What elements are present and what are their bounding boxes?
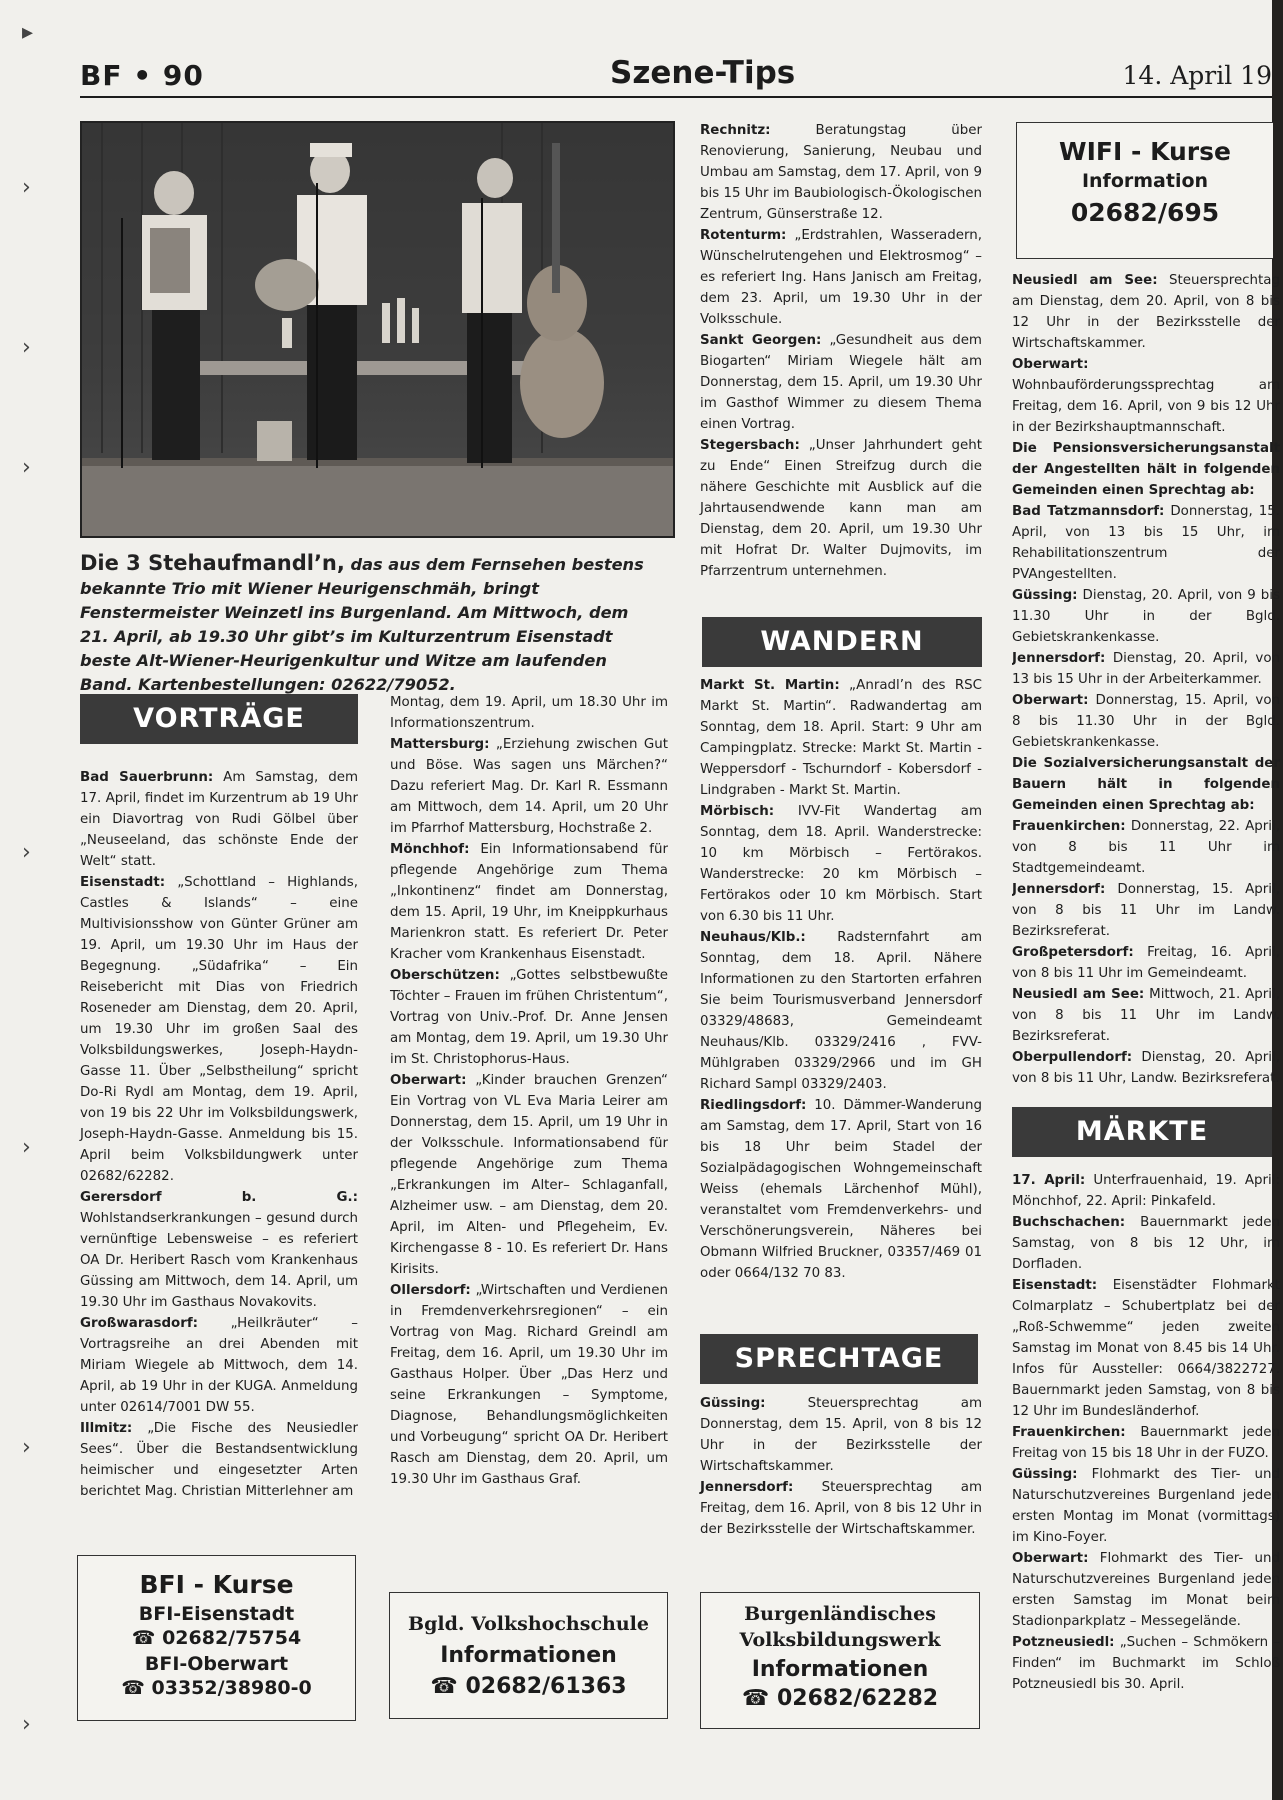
list-item: Bad Sauerbrunn: Am Samstag, dem 17. April, findet im Kurzentrum ab 19 Uhr ein Diavortrag von Rudi Gölbel über „Neuseeland, das schönste Ende der Welt“ statt. bbox=[80, 770, 358, 869]
bfi-phone-1: ☎ 02682/75754 bbox=[131, 1627, 302, 1649]
list-item: Oberschützen: „Gottes selbstbewußte Töchter – Frauen im frühen Christentum“, Vortrag von Univ.-Prof. Dr. Anne Jensen am Montag, dem 19. April, um 19.30 Uhr im St. Christophorus-Haus. bbox=[390, 968, 668, 1067]
list-item: Oberwart: „Kinder brauchen Grenzen“ Ein Vortrag von VL Eva Maria Leirer am Donnerstag, dem 15. April, um 19 Uhr in der Volksschule. Informationsabend für pflegende Angehörige zum Thema „Erkrankungen im Alter– Schlaganfall, Alzheimer usw. – am Dienstag, dem 20. April, im Alten- und Pflegeheim, Ev. Kirchengasse 8 - 10. Es referiert Dr. Hans Kirisits. bbox=[390, 1073, 668, 1277]
column-wandern bbox=[700, 675, 982, 1284]
caption-body: das aus dem Fernsehen bestens bekannte Trio mit Wiener Heurigenschmäh, bringt Fenstermeister Weinzetl ins Burgenland. Am Mittwoch, dem 21. April, ab 19.30 Uhr gibt’s im Kulturzentrum Eisenstadt beste Alt-Wiener-Heurigenkultur und Witze am laufenden Band. Kartenbestellungen: 02622/79052. bbox=[80, 555, 644, 694]
list-item: Güssing: Steuersprechtag am Donnerstag, dem 15. April, von 8 bis 12 Uhr in der Bezirksstelle der Wirtschaftskammer. bbox=[700, 1396, 982, 1474]
banner-sprechtage: SPRECHTAGE bbox=[700, 1334, 978, 1384]
caption-headline: Die 3 Stehaufmandl’n, bbox=[80, 551, 345, 575]
vbw-subtitle: Informationen bbox=[751, 1657, 929, 1682]
list-item: Güssing: Flohmarkt des Tier- und Naturschutzvereines Burgenland jeden ersten Montag im Monat (vormittags) im Kino-Foyer. bbox=[1012, 1467, 1280, 1545]
wifi-phone: 02682/695 bbox=[1070, 198, 1220, 227]
list-item: Rechnitz: Beratungstag über Renovierung, Sanierung, Neubau und Umbau am Samstag, dem 17. April, von 9 bis 15 Uhr im Baubiologisch-Ökologischen Zentrum, Günserstraße 12. bbox=[700, 123, 982, 222]
bfi-title: BFI - Kurse bbox=[139, 1570, 294, 1599]
list-item: Stegersbach: „Unser Jahrhundert geht zu Ende“ Einen Streifzug durch die nähere Geschichte mit Ausblick auf die Jahrtausendwende kann man am Dienstag, dem 20. April, um 19.30 Uhr mit Hofrat Dr. Walter Dujmovits, im Pfarrzentrum unternehmen. bbox=[700, 438, 982, 579]
list-item: Frauenkirchen: Donnerstag, 22. April, von 8 bis 11 Uhr im Stadtgemeindeamt. bbox=[1012, 819, 1280, 876]
wifi-title: WIFI - Kurse bbox=[1059, 137, 1231, 166]
margin-mark: › bbox=[22, 175, 31, 200]
column-sprechtage bbox=[700, 1393, 982, 1540]
list-item: Neuhaus/Klb.: Radsternfahrt am Sonntag, dem 18. April. Nähere Informationen zu den Startorten erfahren Sie beim Tourismusverband Jennersdorf 03329/48683, Gemeindeamt Neuhaus/Klb. 03329/2416 , FVV-Mühlgraben 03329/2966 und im GH Richard Sampl 03329/2403. bbox=[700, 930, 982, 1092]
list-item: Potzneusiedl: „Suchen – Schmökern – Finden“ im Buchmarkt im Schloß Potzneusiedl bis 30. April. bbox=[1012, 1635, 1280, 1692]
banner-wandern: WANDERN bbox=[702, 617, 982, 667]
wifi-subtitle: Information bbox=[1081, 170, 1209, 192]
list-item: Oberwart: Wohnbauförderungssprechtag am Freitag, dem 16. April, von 9 bis 12 Uhr in der Bezirkshauptmannschaft. bbox=[1012, 357, 1280, 435]
banner-maerkte: MÄRKTE bbox=[1012, 1107, 1272, 1157]
vhs-phone: ☎ 02682/61363 bbox=[430, 1674, 627, 1699]
margin-mark: › bbox=[22, 335, 31, 360]
list-item: Rotenturm: „Erdstrahlen, Wasseradern, Wünschelrutengehen und Elektrosmog“ – es referiert Ing. Hans Janisch am Freitag, dem 23. April, um 19.30 Uhr in der Volksschule. bbox=[700, 228, 982, 327]
column-sprechtage-cont bbox=[1012, 270, 1280, 1090]
section-title: Szene-Tips bbox=[610, 55, 796, 91]
list-item: Großwarasdorf: „Heilkräuter“ – Vortragsreihe an drei Abenden mit Miriam Wiegele ab Mittwoch, dem 14. April, ab 19 Uhr in der KUGA. Anmeldung unter 02614/7001 DW 55. bbox=[80, 1316, 358, 1415]
list-item: Oberwart: Flohmarkt des Tier- und Naturschutzvereines Burgenland jeden ersten Samstag im Monat beim Stadionparkplatz – Messegelände. bbox=[1012, 1551, 1280, 1629]
list-item: Jennersdorf: Dienstag, 20. April, von 13 bis 15 Uhr in der Arbeiterkammer. bbox=[1012, 651, 1280, 687]
issue-date: 14. April 19 bbox=[1122, 61, 1272, 90]
list-item: Oberpullendorf: Dienstag, 20. April, von 8 bis 11 Uhr, Landw. Bezirksreferat. bbox=[1012, 1050, 1280, 1086]
column-vortraege-end bbox=[700, 120, 982, 582]
list-item: Die Pensionsversicherungsanstalt der Angestellten hält in folgenden Gemeinden einen Sprechtag ab: bbox=[1012, 441, 1280, 498]
photo-caption bbox=[80, 551, 660, 697]
margin-mark: › bbox=[22, 840, 31, 865]
list-item: Sankt Georgen: „Gesundheit aus dem Biogarten“ Miriam Wiegele hält am Donnerstag, dem 15. April, um 19.30 Uhr im Gasthof Wimmer zu diesem Thema einen Vortrag. bbox=[700, 333, 982, 432]
list-item: Jennersdorf: Steuersprechtag am Freitag, dem 16. April, von 8 bis 12 Uhr in der Bezirksstelle der Wirtschaftskammer. bbox=[700, 1480, 982, 1537]
margin-mark: › bbox=[22, 1712, 31, 1737]
list-item: Buchschachen: Bauernmarkt jeden Samstag, von 8 bis 12 Uhr, im Dorfladen. bbox=[1012, 1215, 1280, 1272]
list-item: Großpetersdorf: Freitag, 16. April, von 8 bis 11 Uhr im Gemeindeamt. bbox=[1012, 945, 1280, 981]
bfi-phone-2: ☎ 03352/38980-0 bbox=[121, 1677, 312, 1699]
list-item: Mörbisch: IVV-Fit Wandertag am Sonntag, dem 18. April. Wanderstrecke: 10 km Mörbisch – Fertörakos. Wanderstrecke: 20 km Mörbisch – Fertörakos oder 10 km Mörbisch. Start von 6.30 bis 11 Uhr. bbox=[700, 804, 982, 924]
volksbildungswerk-box bbox=[700, 1592, 980, 1729]
vbw-phone: ☎ 02682/62282 bbox=[741, 1686, 939, 1711]
vbw-title-2: Volksbildungswerk bbox=[739, 1629, 941, 1651]
header-rule bbox=[80, 96, 1272, 98]
list-item: 17. April: Unterfrauenhaid, 19. April: Mönchhof, 22. April: Pinkafeld. bbox=[1012, 1173, 1280, 1209]
list-item: Güssing: Dienstag, 20. April, von 9 bis 11.30 Uhr in der Bgld. Gebietskrankenkasse. bbox=[1012, 588, 1280, 645]
bfi-location-2: BFI-Oberwart bbox=[144, 1653, 289, 1675]
list-item: Illmitz: „Die Fische des Neusiedler Sees“. Über die Bestandsentwicklung heimischer und eingesetzter Arten berichtet Mag. Christian Mitterlehner am bbox=[80, 1421, 358, 1499]
vhs-subtitle: Informationen bbox=[440, 1643, 617, 1668]
vbw-title-1: Burgenländisches bbox=[744, 1603, 936, 1625]
margin-mark: ▸ bbox=[22, 20, 34, 45]
column-vortraege-cont bbox=[390, 692, 668, 1490]
list-item: Montag, dem 19. April, um 18.30 Uhr im Informationszentrum. bbox=[390, 695, 668, 731]
list-item: Eisenstadt: Eisenstädter Flohmarkt Colmarplatz – Schubertplatz bei der „Roß-Schwemme“ jeden zweiten Samstag im Monat von 8.45 bis 14 Uhr. Infos für Aussteller: 0664/3822727. Bauernmarkt jeden Samstag, von 8 bis 12 Uhr im Bundesländerhof. bbox=[1012, 1278, 1280, 1419]
margin-mark: › bbox=[22, 455, 31, 480]
vhs-box bbox=[389, 1592, 668, 1719]
wifi-box bbox=[1016, 122, 1273, 259]
list-item: Neusiedl am See: Steuersprechtag am Dienstag, dem 20. April, von 8 bis 12 Uhr in der Bezirksstelle der Wirtschaftskammer. bbox=[1012, 273, 1280, 351]
list-item: Jennersdorf: Donnerstag, 15. April, von 8 bis 11 Uhr im Landw. Bezirksreferat. bbox=[1012, 882, 1280, 939]
banner-vortraege: VORTRÄGE bbox=[80, 694, 358, 744]
column-maerkte bbox=[1012, 1170, 1280, 1740]
list-item: Oberwart: Donnerstag, 15. April, von 8 bis 11.30 Uhr in der Bgld. Gebietskrankenkasse. bbox=[1012, 693, 1280, 750]
column-vortraege bbox=[80, 767, 358, 1502]
margin-mark: › bbox=[22, 1435, 31, 1460]
page-number: BF • 90 bbox=[80, 59, 204, 92]
list-item: Markt St. Martin: „Anradl’n des RSC Markt St. Martin“. Radwandertag am Sonntag, dem 18. April. Start: 9 Uhr am Campingplatz. Strecke: Markt St. Martin - Weppersdorf - Tschurndorf - Kobersdorf - Lindgraben - Markt St. Martin. bbox=[700, 678, 982, 798]
list-item: Gerersdorf b. G.: Wohlstandserkrankungen – gesund durch vernünftige Lebensweise – es referiert OA Dr. Heribert Rasch vom Krankenhaus Güssing am Mittwoch, dem 14. April, um 19.30 Uhr im Gasthaus Novakovits. bbox=[80, 1190, 358, 1310]
bfi-location-1: BFI-Eisenstadt bbox=[138, 1603, 295, 1625]
page-header bbox=[80, 55, 1272, 99]
list-item: Mönchhof: Ein Informationsabend für pflegende Angehörige zum Thema „Inkontinenz“ findet am Donnerstag, dem 15. April, 19 Uhr, im Kneippkurhaus Marienkron statt. Es referiert Dr. Peter Kracher vom Krankenhaus Eisenstadt. bbox=[390, 842, 668, 962]
margin-mark: › bbox=[22, 1135, 31, 1160]
list-item: Die Sozialversicherungsanstalt der Bauern hält in folgenden Gemeinden einen Sprechtag ab: bbox=[1012, 756, 1280, 813]
list-item: Riedlingsdorf: 10. Dämmer-Wanderung am Samstag, dem 17. April, Start von 16 bis 18 Uhr beim Stadel der Sozialpädagogischen Wohngemeinschaft Weiss (ehemals Lärchenhof Mühl), veranstaltet vom Fremdenverkehrs- und Verschönerungsverein, Näheres bei Obmann Wilfried Bruckner, 03357/469 01 oder 0664/132 70 83. bbox=[700, 1098, 982, 1281]
list-item: Mattersburg: „Erziehung zwischen Gut und Böse. Was sagen uns Märchen?“ Dazu referiert Mag. Dr. Karl R. Essmann am Mittwoch, dem 14. April, um 20 Uhr im Pfarrhof Mattersburg, Hochstraße 2. bbox=[390, 737, 668, 836]
list-item: Eisenstadt: „Schottland – Highlands, Castles & Islands“ – eine Multivisionsshow von Günter Grüner am 19. April, um 19.30 Uhr im Haus der Begegnung. „Südafrika“ – Ein Reisebericht mit Dias von Friedrich Roseneder am Dienstag, dem 20. April, um 19.30 Uhr im großen Saal des Volksbildungswerkes, Joseph-Haydn-Gasse 11. Über „Selbstheilung“ spricht Do-Ri Rydl am Montag, dem 19. April, von 19 bis 22 Uhr im Volksbildungswerk, Joseph-Haydn-Gasse. Anmeldung bis 15. April beim Volksbildungwerk unter 02682/62282. bbox=[80, 875, 358, 1184]
list-item: Frauenkirchen: Bauernmarkt jeden Freitag von 15 bis 18 Uhr in der FUZO. bbox=[1012, 1425, 1280, 1461]
list-item: Bad Tatzmannsdorf: Donnerstag, 15. April, von 13 bis 15 Uhr, im Rehabilitationszentrum der PVAngestellten. bbox=[1012, 504, 1280, 582]
band-photo bbox=[80, 121, 675, 538]
list-item: Ollersdorf: „Wirtschaften und Verdienen in Fremdenverkehrsregionen“ – ein Vortrag von Mag. Richard Greindl am Freitag, dem 16. April, um 19.30 Uhr im Gasthaus Holper. Über „Das Herz und seine Erkrankungen – Symptome, Diagnose, Behandlungsmöglichkeiten und Vorbeugung“ spricht OA Dr. Heribert Rasch am Dienstag, dem 20. April, um 19.30 Uhr im Gasthaus Graf. bbox=[390, 1283, 668, 1487]
vhs-title: Bgld. Volkshochschule bbox=[408, 1613, 649, 1635]
margin-marks bbox=[22, 0, 52, 1800]
bfi-box bbox=[77, 1555, 356, 1721]
list-item: Neusiedl am See: Mittwoch, 21. April, von 8 bis 11 Uhr im Landw. Bezirksreferat. bbox=[1012, 987, 1280, 1044]
